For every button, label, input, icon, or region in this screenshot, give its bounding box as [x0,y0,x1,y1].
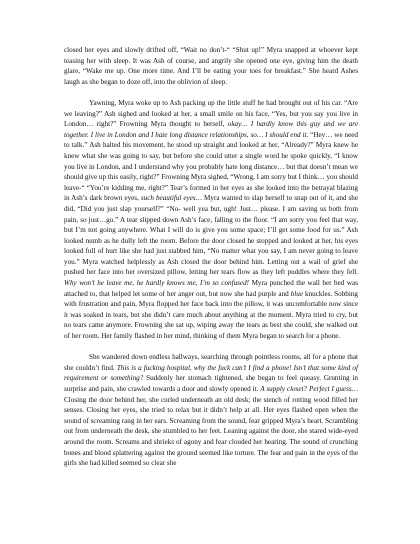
italic-thought-text: okay… I hardly know this guy and we are together. I live in London and I hate long distance relationships, so… I should end it. [64,120,358,139]
text-run: She wandered down endless hallways, searching through pointless rooms, all for a phone that she couldn’t find. [64,353,358,372]
text-run: Myra wanted to slap herself to snap out of it, and she did, “Did you just slap yourself?” “No- well yea but, ugh! Just… please. I am saving us both from pain, so just…go.” A tear slipped down Ash’s face, falling to the floor. “I am sorry you feel that way, but I’m not going anywhere. What I will do is give you some space; I’ll get some food for us.” Ash looked numb as he dully left the room. Before the door closed he stopped and looked at her, his eyes looked full of hurt like she had just stabbed him, “No matter what you say, I am never going to leave you.” Myra watched helplessly as Ash closed the door behind him. Letting out a wail of grief she pushed her face into her oversized pillow, letting her tears flow as they left puddles where they fell. [64,194,359,277]
italic-thought-text: Why won’t he leave me, he hardly knows me, I’m so confused! [64,279,250,288]
text-run: Closing the door behind her, she curled underneath an old desk; the stench of rotting wood filled her senses. Closing her eyes, she tried to relax but it didn’t help at all. Her eyes flashed open when the sound of screaming rang in her ears. Screaming from the sound, fear gripped Myra’s heart. Scrambling out from underneath the desk, she stumbled to her feet. Leaning against the door, she stared wide-eyed around the room. Screams and shrieks of agony and fear clouded her hearing. The sound of crunching bones and blood splattering against the ground seemed like torture. The fear and pain in the eyes of the girls she had killed seemed so clear she [64,395,358,468]
text-run: Suddenly her stomach tightened, she began to feel queasy. Grunting in surprise and pain, she crawled towards a door and slowly opened it. [64,374,358,393]
italic-thought-text: This is a fucking hospital, why the fuck can’t I find a phone! Isn’t that some kind of requirement or something? [64,363,358,383]
text-run: closed her eyes and slowly drifted off, “Wait no don’t-“ “Shut up!” Myra snapped at whoever kept teasing her with sleep. It was Ash of course, and angrily she opened one eye, giving him the death glare, “Wake me up. One more time. And I’ll be eating your toes for breakfast.” She heard Ashes laugh as she began to doze off, into the oblivion of sleep. [64,46,358,86]
paragraph [64,352,358,469]
paragraph [64,98,358,342]
text-run: “Hey… we need to talk.” Ash halted his movement, he stood up straight and looked at her, “Already?” Myra knew he knew what she was going to say, but before she could utter a single word he spoke quickly, “I know you live in London, and I understand why you probably hate long distance… but that doesn’t mean we should give up this easily, right?” Frowning Myra sighed, “Wrong, I am sorry but I think… you should leave-“ “You’re kidding me, right?” Tear’s formed in her eyes as she looked into the betrayal blazing in Ash’s dark brown eyes, [64,130,359,203]
italic-thought-text: such beautiful eyes… [140,194,203,203]
text-run: Yawning, Myra woke up to Ash packing up the little stuff he had brought out of his car. “Are we leaving?” Ash sighed and looked at her, a small smile on his face, “Yes, but you say you live in London… right?” Frowning Myra thought to herself, [64,98,358,129]
text-run: Myra punched the wall her bed was attached to, that helped let some of her anger out, but now she had purple and [64,279,358,298]
body-text [64,45,358,469]
italic-thought-text: A supply closet? Perfect I guess… [260,385,358,393]
italic-thought-text: blue [290,289,304,298]
paragraph [64,45,358,87]
text-run: knuckles. Sobbing with frustration and pain, Myra flopped her face back into the pillow, it was uncomfortable now since it was soaked in tears, but she didn’t care much about anything at the moment. Myra tried to cry, but no tears came anymore. Frowning she sat up, wiping away the tears as best she could, she walked out of her room. Her family flashed in her mind, thinking of them Myra began to search for a phone. [64,289,358,341]
